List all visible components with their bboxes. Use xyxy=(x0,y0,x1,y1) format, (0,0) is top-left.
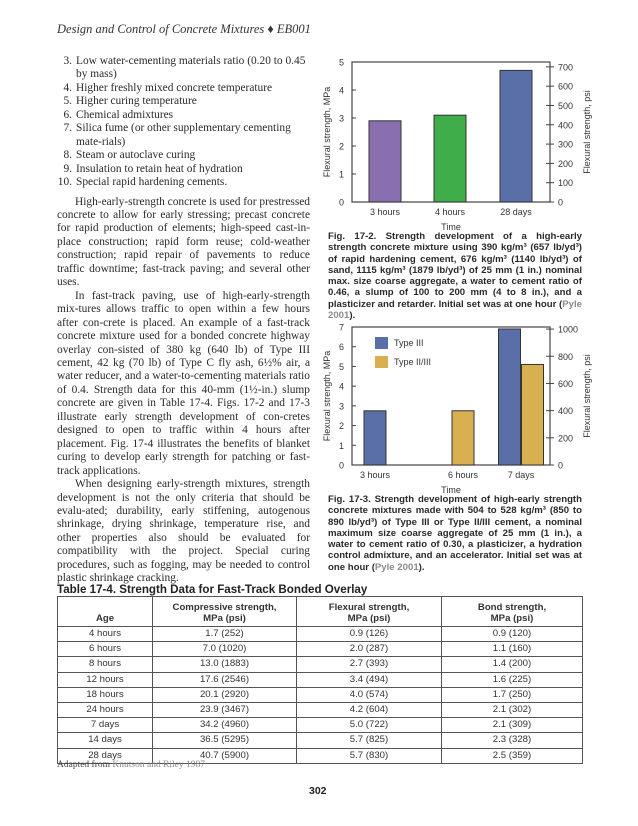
table-cell: 3.4 (494) xyxy=(297,672,442,687)
table-title: Table 17-4. Strength Data for Fast-Track Bonded Overlay xyxy=(57,583,368,596)
table-row xyxy=(58,657,583,672)
strength-data-table xyxy=(57,596,583,764)
bar xyxy=(522,364,544,465)
table-row xyxy=(58,672,583,687)
table-row xyxy=(58,733,583,748)
y-tick-label: 2 xyxy=(338,421,344,432)
column-header-bond: Bond strength, MPa (psi) xyxy=(442,597,583,627)
y-tick-label: 6 xyxy=(338,342,344,353)
y-right-tick-label: 200 xyxy=(558,433,574,444)
y-right-tick-label: 400 xyxy=(558,406,574,417)
y-tick-label: 5 xyxy=(338,57,344,68)
bar xyxy=(499,329,521,465)
table-cell: 2.1 (309) xyxy=(442,718,583,733)
table-cell: 20.1 (2920) xyxy=(153,687,297,702)
y-right-tick-label: 1000 xyxy=(558,324,579,335)
table-row xyxy=(58,702,583,717)
table-cell: 36.5 (5295) xyxy=(153,733,297,748)
figure-17-2-chart xyxy=(320,50,620,232)
table-row xyxy=(58,687,583,702)
x-tick-label: 7 days xyxy=(507,470,535,480)
bar xyxy=(434,115,466,202)
y-right-tick-label: 500 xyxy=(558,100,574,111)
y-tick-label: 0 xyxy=(338,460,344,471)
paragraph: In fast-track paving, use of high-early-strength mix-tures allows traffic to open within a few hours after con-crete is placed. An example of a fast-track concrete mixture used for a bonded concrete highway overlay con-sisted of 380 kg (640 lb) of Type III cement, 42 kg (70 lb) of Type C fly ash, 6½% air, a water reducer, and a water-to-cementing materials ratio of 0.4. Strength data for this 40-mm (1½-in.) slump concrete are given in Table 17-4. Figs. 17-2 and 17-3 illustrate early strength development of con-cretes designed to open to traffic within 4 hours after placement. Fig. 17-4 illustrates the benefits of blanket curing to develop early strength for patching or fast-track applications. xyxy=(57,289,310,477)
table-cell: 2.0 (287) xyxy=(297,642,442,657)
table-cell: 1.4 (200) xyxy=(442,657,583,672)
y-tick-label: 1 xyxy=(338,169,344,180)
y-right-tick-label: 400 xyxy=(558,120,574,131)
y-axis-label: Flexural strength, MPa xyxy=(322,86,332,178)
x-tick-label: 6 hours xyxy=(447,470,479,480)
table-cell: 2.3 (328) xyxy=(442,733,583,748)
y-right-tick-label: 300 xyxy=(558,139,574,150)
y-tick-label: 1 xyxy=(338,440,344,451)
table-cell: 1.7 (252) xyxy=(153,627,297,642)
figure-17-3-caption: Fig. 17-3. Strength development of high-early strength concrete mixtures made with 504 to 528 kg/m³ (850 to 890 lb/yd³) of Type III or Type II/III cement, a nominal maximum size coarse aggregate of 25 mm (1 in.), a water to cement ratio of 0.30, a plasticizer, a hydration control admixture, and an accelerator. Initial set was at one hour (Pyle 2001). xyxy=(328,494,582,573)
table-cell: 28 days xyxy=(58,748,153,763)
y-tick-label: 3 xyxy=(338,113,344,124)
page-number: 302 xyxy=(309,785,327,797)
list-item: 5. Higher curing temperature xyxy=(63,95,197,108)
table-cell: 7.0 (1020) xyxy=(153,642,297,657)
table-source: Adapted from Knutson and Riley 1987 xyxy=(57,760,206,770)
list-item: 3. Low water-cementing materials ratio (0.20 to 0.45 by mass) xyxy=(63,55,306,81)
list-item: 9. Insulation to retain heat of hydration xyxy=(63,162,243,175)
y-tick-label: 4 xyxy=(338,381,344,392)
table-cell: 17.6 (2546) xyxy=(153,672,297,687)
y-right-tick-label: 200 xyxy=(558,158,574,169)
y-tick-label: 0 xyxy=(338,197,344,208)
y-right-tick-label: 0 xyxy=(558,460,564,471)
table-cell: 40.7 (5900) xyxy=(153,748,297,763)
figure-17-2-caption: Fig. 17-2. Strength development of a high-early strength concrete mixture using 390 kg/m³ (657 lb/yd³) of rapid hardening cement, 676 kg/m³ (1140 lb/yd³) of sand, 1115 kg/m³ (1879 lb/yd³) of 25 mm (1 in.) nominal max. size coarse aggregate, a water to cement ratio of 0.46, a slump of 100 to 200 mm (4 to 8 in.), and a plasticizer and retarder. Initial set was at one hour (Pyle 2001). xyxy=(328,231,582,322)
table-row xyxy=(58,718,583,733)
x-tick-label: 28 days xyxy=(500,207,532,217)
y-right-tick-label: 100 xyxy=(558,178,574,189)
citation-link[interactable]: Pyle 2001 xyxy=(328,298,582,322)
y-right-tick-label: 700 xyxy=(558,62,574,73)
legend-label: Type III xyxy=(394,338,424,348)
list-item: 8. Steam or autoclave curing xyxy=(63,149,196,162)
bar xyxy=(369,121,401,202)
y-tick-label: 3 xyxy=(338,401,344,412)
paragraph: When designing early-strength mixtures, strength development is not the only criteria that should be evalu-ated; durability, early stiffening, autogenous shrinkage, drying shrinkage, temperature rise, and other properties also should be evaluated for compatibility with the project. Special curing procedures, such as fogging, may be needed to control plastic shrinkage cracking. xyxy=(57,478,310,585)
table-cell: 5.7 (825) xyxy=(297,733,442,748)
y-right-tick-label: 600 xyxy=(558,81,574,92)
y-axis-label: Flexural strength, MPa xyxy=(322,350,332,442)
x-axis-label: Time xyxy=(441,485,461,495)
list-item: 6. Chemical admixtures xyxy=(63,108,174,121)
list-item: 4. Higher freshly mixed concrete temperature xyxy=(63,81,273,94)
column-header-flexural: Flexural strength, MPa (psi) xyxy=(297,597,442,627)
table-cell: 7 days xyxy=(58,718,153,733)
table-cell: 4.0 (574) xyxy=(297,687,442,702)
bar-chart xyxy=(320,50,620,232)
legend-swatch xyxy=(375,356,388,368)
citation-link[interactable]: Knutson and Riley 1987 xyxy=(112,760,206,770)
table-body xyxy=(58,627,583,764)
list-item: 10. Special rapid hardening cements. xyxy=(57,176,228,189)
table-cell: 5.7 (830) xyxy=(297,748,442,763)
running-head: Design and Control of Concrete Mixtures ♦ EB001 xyxy=(57,22,311,36)
factor-list xyxy=(57,55,310,190)
table-cell: 14 days xyxy=(58,733,153,748)
legend-label: Type II/III xyxy=(394,357,432,367)
list-item: 7. Silica fume (or other supplementary cementing mate-rials) xyxy=(63,122,291,148)
citation-link[interactable]: Pyle 2001 xyxy=(374,561,419,573)
body-text-column xyxy=(57,55,310,586)
table-cell: 4.2 (604) xyxy=(297,702,442,717)
table-cell: 2.5 (359) xyxy=(442,748,583,763)
table-cell: 12 hours xyxy=(58,672,153,687)
table-row xyxy=(58,642,583,657)
table-cell: 2.7 (393) xyxy=(297,657,442,672)
table-cell: 8 hours xyxy=(58,657,153,672)
x-tick-label: 3 hours xyxy=(359,470,391,480)
bar xyxy=(364,411,386,465)
y-tick-label: 2 xyxy=(338,141,344,152)
grouped-bar-chart xyxy=(320,315,620,495)
bar xyxy=(452,411,474,465)
table-cell: 5.0 (722) xyxy=(297,718,442,733)
column-header-compressive: Compressive strength, MPa (psi) xyxy=(153,597,297,627)
table-cell: 1.7 (250) xyxy=(442,687,583,702)
bar xyxy=(500,70,532,202)
table-cell: 18 hours xyxy=(58,687,153,702)
x-axis-label: Time xyxy=(441,222,461,232)
paragraph: High-early-strength concrete is used for prestressed concrete to allow for early stressing; precast concrete for rapid production of elements; high-speed cast-in-place construction; rapid form reuse; cold-weather construction; rapid repair of pavements to reduce traffic downtime; fast-track paving; and several other uses. xyxy=(57,195,311,289)
y-tick-label: 7 xyxy=(338,322,344,333)
table-cell: 0.9 (120) xyxy=(442,627,583,642)
table-cell: 4 hours xyxy=(58,627,153,642)
table-cell: 23.9 (3467) xyxy=(153,702,297,717)
y-tick-label: 4 xyxy=(338,85,344,96)
table-cell: 1.1 (160) xyxy=(442,642,583,657)
y-right-tick-label: 800 xyxy=(558,351,574,362)
x-tick-label: 3 hours xyxy=(369,207,401,217)
y-right-axis-label: Flexural strength, psi xyxy=(582,90,592,174)
table-cell: 34.2 (4960) xyxy=(153,718,297,733)
y-tick-label: 5 xyxy=(338,361,344,372)
table-cell: 6 hours xyxy=(58,642,153,657)
legend-swatch xyxy=(375,337,388,349)
table-cell: 0.9 (126) xyxy=(297,627,442,642)
table-row xyxy=(58,627,583,642)
y-right-tick-label: 0 xyxy=(558,197,564,208)
table-cell: 13.0 (1883) xyxy=(153,657,297,672)
table-cell: 24 hours xyxy=(58,702,153,717)
x-tick-label: 4 hours xyxy=(434,207,466,217)
table-header-row xyxy=(58,597,583,627)
column-header-age: Age xyxy=(58,597,153,627)
y-right-axis-label: Flexural strength, psi xyxy=(582,354,592,438)
figure-17-3-chart xyxy=(320,315,620,495)
y-right-tick-label: 600 xyxy=(558,378,574,389)
table-cell: 1.6 (225) xyxy=(442,672,583,687)
table-cell: 2.1 (302) xyxy=(442,702,583,717)
